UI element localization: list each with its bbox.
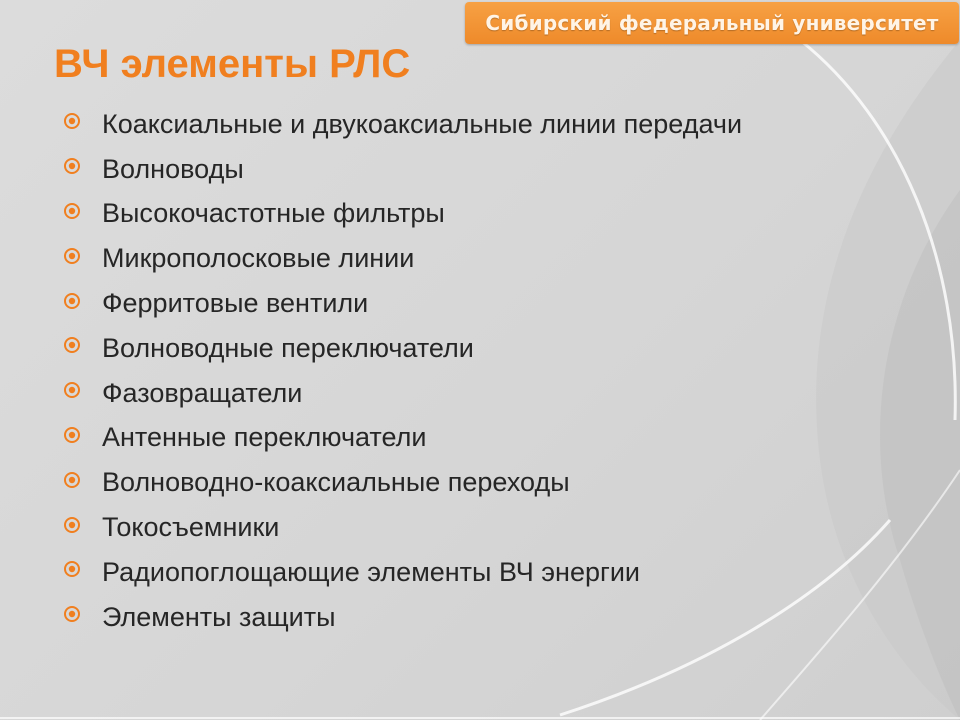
list-item	[62, 326, 742, 371]
orange-ring-bullet-icon	[62, 156, 82, 176]
orange-ring-bullet-icon	[62, 201, 82, 221]
list-item	[62, 102, 742, 147]
list-item	[62, 595, 742, 640]
university-name: Сибирский федеральный университет	[485, 11, 939, 35]
list-item-label: Волноводы	[102, 153, 244, 184]
orange-ring-bullet-icon	[62, 335, 82, 355]
orange-ring-bullet-icon	[62, 470, 82, 490]
list-item-label: Волноводно-коаксиальные переходы	[102, 467, 570, 498]
orange-ring-bullet-icon	[62, 111, 82, 131]
list-item-label: Ферритовые вентили	[102, 288, 369, 319]
orange-ring-bullet-icon	[62, 246, 82, 266]
list-item-label: Волноводные переключатели	[102, 332, 474, 363]
orange-ring-bullet-icon	[62, 291, 82, 311]
orange-ring-bullet-icon	[62, 380, 82, 400]
list-item-label: Коаксиальные и двукоаксиальные линии передачи	[102, 108, 743, 139]
orange-ring-bullet-icon	[62, 425, 82, 445]
slide-title: ВЧ элементы РЛС	[54, 42, 411, 86]
list-item	[62, 460, 742, 505]
list-item-label: Высокочастотные фильтры	[102, 198, 445, 229]
orange-ring-bullet-icon	[62, 515, 82, 535]
list-item	[62, 147, 742, 192]
list-item-label: Антенные переключатели	[102, 422, 427, 453]
list-item	[62, 371, 742, 416]
list-item-label: Радиопоглощающие элементы ВЧ энергии	[102, 556, 640, 587]
orange-ring-bullet-icon	[62, 604, 82, 624]
list-item	[62, 281, 742, 326]
list-item	[62, 192, 742, 237]
university-banner	[465, 2, 959, 44]
list-item	[62, 505, 742, 550]
list-item	[62, 416, 742, 461]
orange-ring-bullet-icon	[62, 559, 82, 579]
list-item-label: Фазовращатели	[102, 377, 303, 408]
list-item-label: Элементы защиты	[102, 601, 336, 632]
list-item-label: Токосъемники	[102, 512, 280, 543]
list-item	[62, 236, 742, 281]
bullet-list	[62, 102, 742, 640]
list-item	[62, 550, 742, 595]
list-item-label: Микрополосковые линии	[102, 243, 415, 274]
